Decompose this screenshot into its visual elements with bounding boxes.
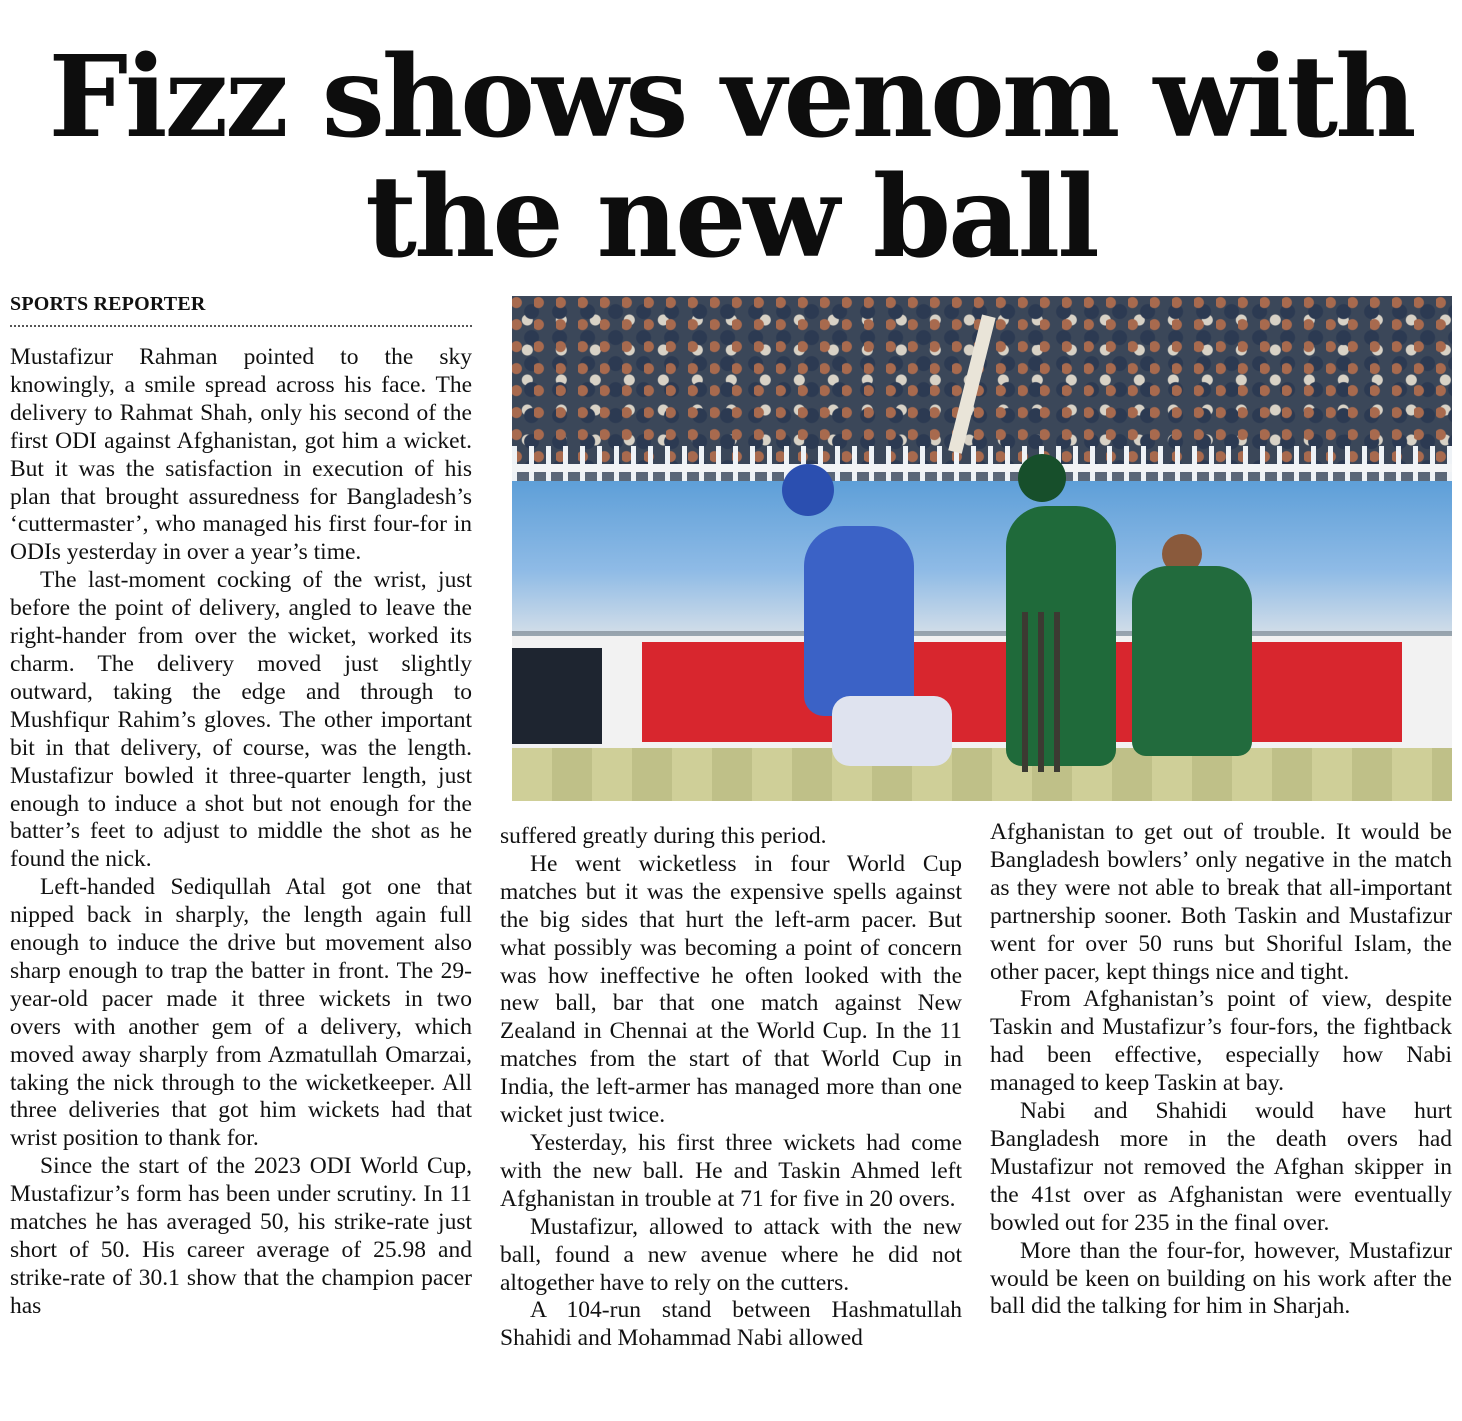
photo-turf <box>512 748 1452 801</box>
byline: SPORTS REPORTER <box>10 292 472 327</box>
article-column-3 <box>990 819 1452 1413</box>
paragraph: More than the four-for, however, Mustafizur would be keen on building on his work after the ball did the talking for him in Sharjah. <box>990 1237 1452 1320</box>
photo-fence-rail <box>512 464 1452 472</box>
photo-fielder <box>1132 566 1252 756</box>
paragraph: Afghanistan to get out of trouble. It would be Bangladesh bowlers’ only negative in the match as they were not able to break that all-important partnership sooner. Both Taskin and Mustafizur went for over 50 runs but Shoriful Islam, the other pacer, kept things nice and tight. <box>990 819 1452 985</box>
paragraph: Mustafizur Rahman pointed to the sky knowingly, a smile spread across his face. The delivery to Rahmat Shah, only his second of the first ODI against Afghanistan, got him a wicket. But it was the satisfaction in execution of his plan that brought assuredness for Bangladesh’s ‘cuttermaster’, who managed his first four-for in ODIs yesterday in over a year’s time. <box>10 344 472 566</box>
article-column-2 <box>500 823 962 1413</box>
paragraph: He went wicketless in four World Cup matches but it was the expensive spells against the big sides that hurt the left-arm pacer. But what possibly was becoming a point of concern was how ineffective he often looked with the new ball, bar that one match against New Zealand in Chennai at the World Cup. In the 11 matches from the start of that World Cup in India, the left-armer has managed more than one wicket just twice. <box>500 850 962 1129</box>
photo-stumps <box>1022 612 1066 772</box>
headline <box>0 32 1462 283</box>
photo-batter-helmet <box>782 464 834 516</box>
headline-line-2: the new ball <box>365 152 1097 283</box>
paragraph: Left-handed Sediqullah Atal got one that nipped back in sharply, the length again full enough to induce the drive but movement also sharp enough to trap the batter in front. The 29-year-old pacer made it three wickets in two overs with another gem of a delivery, which moved away sharply from Azmatullah Omarzai, taking the nick through to the wicketkeeper. All three deliveries that got him wickets had that wrist position to thank for. <box>10 874 472 1152</box>
photo-batter <box>804 526 914 716</box>
paragraph: A 104-run stand between Hashmatullah Shahidi and Mohammad Nabi allowed <box>500 1297 962 1352</box>
cricket-photo <box>512 296 1452 801</box>
paragraph: Mustafizur, allowed to attack with the new ball, found a new avenue where he did not altogether have to rely on the cutters. <box>500 1213 962 1296</box>
paragraph: Yesterday, his first three wickets had come with the new ball. He and Taskin Ahmed left Afghanistan in trouble at 71 for five in 20 overs. <box>500 1129 962 1212</box>
paragraph: The last-moment cocking of the wrist, just before the point of delivery, angled to leave the right-hander from over the wicket, worked its charm. The delivery moved just slightly outward, taking the edge and through to Mushfiqur Rahim’s gloves. The other important bit in that delivery, of course, was the length. Mustafizur bowled it three-quarter length, just enough to induce a shot but not enough for the batter’s feet to adjust to middle the shot as he found the nick. <box>10 567 472 873</box>
headline-line-1: Fizz shows venom with <box>48 32 1414 163</box>
photo-batter-pads <box>832 696 952 766</box>
paragraph: suffered greatly during this period. <box>500 823 827 849</box>
paragraph: From Afghanistan’s point of view, despite Taskin and Mustafizur’s four-fors, the fightback had been effective, especially how Nabi managed to keep Taskin at bay. <box>990 986 1452 1097</box>
paragraph: Nabi and Shahidi would have hurt Bangladesh more in the death overs had Mustafizur not removed the Afghan skipper in the 41st over as Afghanistan were eventually bowled out for 235 in the final over. <box>990 1098 1452 1236</box>
paragraph: Since the start of the 2023 ODI World Cup, Mustafizur’s form has been under scrutiny. In 11 matches he has averaged 50, his strike-rate just short of 50. His career average of 25.98 and strike-rate of 30.1 show that the champion pacer has <box>10 1153 472 1319</box>
article-column-1 <box>10 344 472 1414</box>
photo-advert-board-left <box>512 648 602 744</box>
photo-keeper-helmet <box>1018 454 1066 502</box>
photo-wall <box>512 481 1452 631</box>
